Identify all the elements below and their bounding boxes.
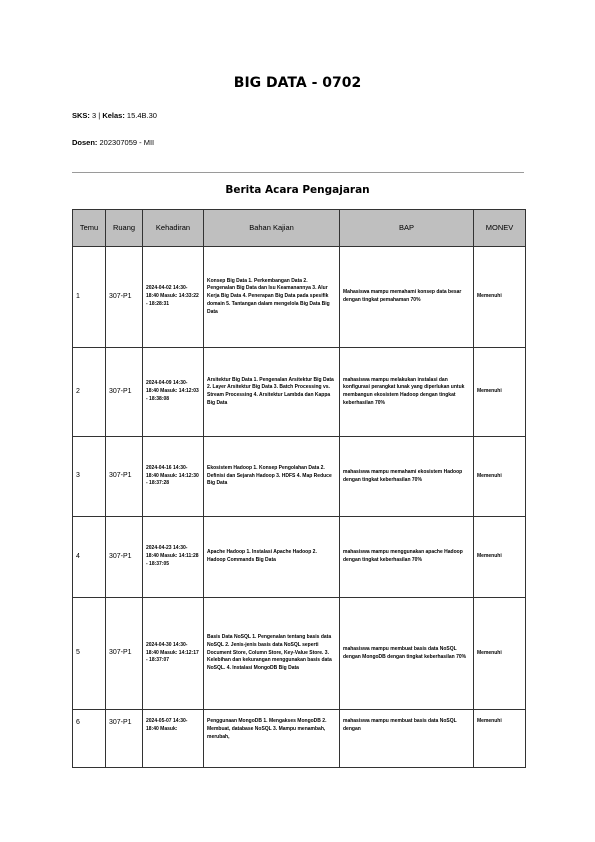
cell-bahan-kajian: Penggunaan MongoDB 1. Mengakses MongoDB 2. Membuat, database NoSQL 3. Mampu menambah, merubah, [204, 710, 340, 768]
bap-table [72, 209, 526, 768]
cell-ruang: 307-P1 [106, 348, 143, 437]
cell-kehadiran: 2024-04-09 14:30-18:40 Masuk: 14:12:03 - 18:38:08 [143, 348, 204, 437]
cell-ruang: 307-P1 [106, 598, 143, 710]
kelas-label: Kelas: [102, 111, 125, 120]
cell-bap: Mahasiswa mampu memahami konsep data besar dengan tingkat pemahaman 70% [340, 247, 474, 348]
table-row [73, 710, 526, 768]
cell-monev: Memenuhi [474, 437, 526, 517]
cell-temu: 6 [73, 710, 106, 768]
cell-bahan-kajian: Ekosistem Hadoop 1. Konsep Pengolahan Data 2. Definisi dan Sejarah Hadoop 3. HDFS 4. Map Reduce Big Data [204, 437, 340, 517]
cell-temu: 4 [73, 517, 106, 598]
table-row [73, 348, 526, 437]
cell-bahan-kajian: Konsep Big Data 1. Perkembangan Data 2. Pengenalan Big Data dan Isu Keamanannya 3. Alur Kerja Big Data 4. Penerapan Big Data pada spesifik domain 5. Tantangan dalam mengelola Big Data Big Data [204, 247, 340, 348]
cell-kehadiran: 2024-04-02 14:30-18:40 Masuk: 14:33:22 - 18:28:31 [143, 247, 204, 348]
cell-ruang: 307-P1 [106, 437, 143, 517]
sks-value: 3 | [92, 111, 103, 120]
dosen-value: 202307059 - MII [99, 138, 155, 147]
cell-kehadiran: 2024-04-16 14:30-18:40 Masuk: 14:12:30 - 18:37:28 [143, 437, 204, 517]
cell-kehadiran: 2024-04-23 14:30-18:40 Masuk: 14:11:28 - 18:37:05 [143, 517, 204, 598]
cell-ruang: 307-P1 [106, 517, 143, 598]
cell-temu: 5 [73, 598, 106, 710]
table-row [73, 247, 526, 348]
cell-monev: Memenuhi [474, 348, 526, 437]
cell-monev: Memenuhi [474, 598, 526, 710]
table-row [73, 517, 526, 598]
cell-monev: Memenuhi [474, 517, 526, 598]
cell-bap: mahasiswa mampu membuat basis data NoSQL dengan [340, 710, 474, 768]
table-row [73, 598, 526, 710]
header-monev: MONEV [474, 210, 526, 247]
cell-ruang: 307-P1 [106, 247, 143, 348]
course-info [72, 111, 157, 120]
header-temu: Temu [73, 210, 106, 247]
cell-bahan-kajian: Apache Hadoop 1. Instalasi Apache Hadoop 2. Hadoop Commands Big Data [204, 517, 340, 598]
table-header-row [73, 210, 526, 247]
dosen-label: Dosen: [72, 138, 98, 147]
table-row [73, 437, 526, 517]
page-title: BIG DATA - 0702 [233, 75, 362, 91]
cell-bap: mahasiswa mampu memahami ekosistem Hadoop dengan tingkat keberhasilan 70% [340, 437, 474, 517]
cell-bap: mahasiswa mampu membuat basis data NoSQL dengan MongoDB dengan tingkat keberhasilan 70% [340, 598, 474, 710]
cell-bahan-kajian: Basis Data NoSQL 1. Pengenalan tentang basis data NoSQL 2. Jenis-jenis basis data NoSQL seperti Document Store, Column Store, Key-Value Store. 3. Kelebihan dan kekurangan menggunakan basis data NoSQL. 4. Instalasi MongoDB Big Data [204, 598, 340, 710]
sks-label: SKS: [72, 111, 90, 120]
section-title: Berita Acara Pengajaran [225, 184, 370, 196]
lecturer-info [72, 138, 154, 147]
cell-temu: 3 [73, 437, 106, 517]
header-bap: BAP [340, 210, 474, 247]
header-bahan-kajian: Bahan Kajian [204, 210, 340, 247]
cell-bahan-kajian: Arsitektur Big Data 1. Pengenalan Arsitektur Big Data 2. Layer Arsitektur Big Data 3. Batch Processing vs. Stream Processing 4. Arsitektur Lambda dan Kappa Big Data [204, 348, 340, 437]
header-ruang: Ruang [106, 210, 143, 247]
cell-bap: mahasiswa mampu melakukan instalasi dan konfigurasi perangkat lunak yang diperlukan untuk membangun ekosistem Hadoop dengan tingkat keberhasilan 70% [340, 348, 474, 437]
cell-ruang: 307-P1 [106, 710, 143, 768]
divider [72, 172, 524, 173]
cell-kehadiran: 2024-05-07 14:30-18:40 Masuk: [143, 710, 204, 768]
cell-monev: Memenuhi [474, 710, 526, 768]
cell-temu: 1 [73, 247, 106, 348]
cell-temu: 2 [73, 348, 106, 437]
cell-bap: mahasiswa mampu menggunakan apache Hadoop dengan tingkat keberhasilan 70% [340, 517, 474, 598]
cell-monev: Memenuhi [474, 247, 526, 348]
cell-kehadiran: 2024-04-30 14:30-18:40 Masuk: 14:12:17 - 18:37:07 [143, 598, 204, 710]
header-kehadiran: Kehadiran [143, 210, 204, 247]
kelas-value: 15.4B.30 [126, 111, 157, 120]
